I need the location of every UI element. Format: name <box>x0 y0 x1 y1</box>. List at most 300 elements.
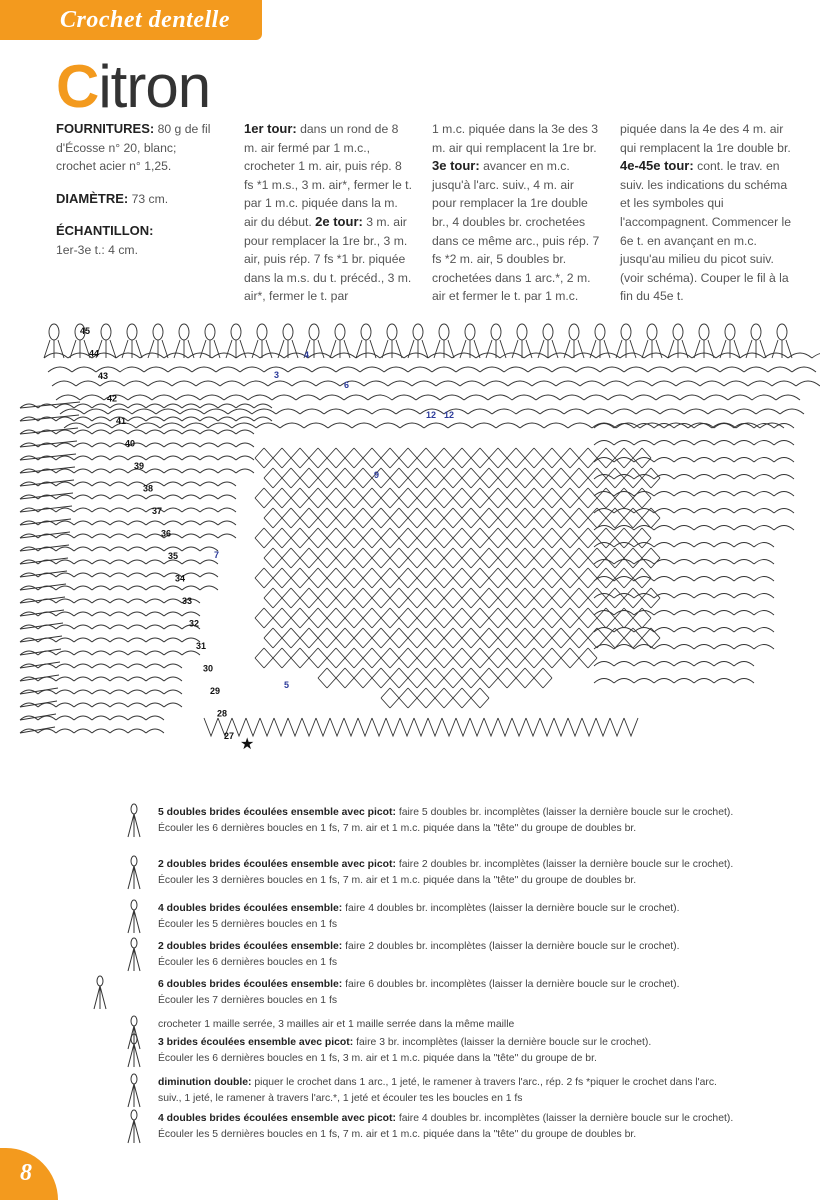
stitch-line <box>630 340 636 358</box>
mesh-line <box>282 618 291 628</box>
mesh-line <box>588 638 597 648</box>
mesh-line <box>642 448 651 458</box>
picot-loop <box>231 324 241 340</box>
mesh-line <box>516 518 525 528</box>
mesh-line <box>426 538 435 548</box>
mesh-line <box>336 538 345 548</box>
mesh-line <box>273 648 282 658</box>
mesh-line <box>534 588 543 598</box>
row-number-label: 37 <box>152 506 163 516</box>
mesh-line <box>543 458 552 468</box>
mesh-line <box>597 578 606 588</box>
mesh-line <box>552 528 561 538</box>
mesh-line <box>561 528 570 538</box>
mesh-line <box>606 578 615 588</box>
mesh-line <box>534 648 543 658</box>
mesh-line <box>453 628 462 638</box>
mesh-line <box>264 558 273 568</box>
mesh-line <box>327 468 336 478</box>
mesh-line <box>345 658 354 668</box>
mesh-line <box>327 608 336 618</box>
mesh-line <box>381 628 390 638</box>
mesh-line <box>381 518 390 528</box>
mesh-line <box>435 458 444 468</box>
mesh-line <box>300 498 309 508</box>
mesh-line <box>561 538 570 548</box>
mesh-line <box>381 688 390 698</box>
mesh-line <box>570 468 579 478</box>
mesh-line <box>561 618 570 628</box>
mesh-line <box>561 518 570 528</box>
mesh-line <box>291 578 300 588</box>
mesh-line <box>300 518 309 528</box>
mesh-line <box>417 648 426 658</box>
mesh-line <box>390 468 399 478</box>
mesh-line <box>363 448 372 458</box>
mesh-line <box>417 578 426 588</box>
mesh-line <box>642 498 651 508</box>
legend-text: 6 doubles brides écoulées ensemble: faire 6 doubles br. incomplètes (laisser la dernière boucle sur le crochet). Écouler les 7 dernières boucles en 1 fs <box>158 979 680 1006</box>
mesh-line <box>498 488 507 498</box>
mesh-line <box>489 488 498 498</box>
mesh-line <box>336 598 345 608</box>
mesh-line <box>552 628 561 638</box>
mesh-line <box>552 548 561 558</box>
mesh-line <box>507 678 516 688</box>
mesh-line <box>318 628 327 638</box>
mesh-line <box>543 558 552 568</box>
mesh-line <box>561 478 570 488</box>
mesh-line <box>597 608 606 618</box>
mesh-line <box>543 648 552 658</box>
mesh-line <box>543 658 552 668</box>
mesh-line <box>381 478 390 488</box>
mesh-line <box>471 588 480 598</box>
mesh-line <box>489 598 498 608</box>
mesh-line <box>399 548 408 558</box>
row-number-label: 36 <box>161 528 172 539</box>
tour1-label: 1er tour: <box>244 121 297 136</box>
mesh-line <box>453 498 462 508</box>
mesh-line <box>354 558 363 568</box>
mesh-line <box>363 658 372 668</box>
mesh-line <box>435 548 444 558</box>
mesh-line <box>426 458 435 468</box>
stitch-line <box>408 340 414 358</box>
mesh-line <box>318 678 327 688</box>
chain-arc-row <box>594 611 774 616</box>
mesh-line <box>579 488 588 498</box>
mesh-line <box>462 478 471 488</box>
mesh-line <box>318 458 327 468</box>
mesh-line <box>327 638 336 648</box>
mesh-line <box>444 638 453 648</box>
mesh-line <box>507 628 516 638</box>
mesh-line <box>327 528 336 538</box>
mesh-line <box>453 488 462 498</box>
mesh-line <box>597 598 606 608</box>
mesh-line <box>336 678 345 688</box>
mesh-line <box>282 648 291 658</box>
mesh-line <box>516 558 525 568</box>
mesh-line <box>462 448 471 458</box>
mesh-line <box>462 648 471 658</box>
instructions-column-3 <box>620 120 792 306</box>
mesh-line <box>462 608 471 618</box>
mesh-line <box>408 628 417 638</box>
mesh-line <box>399 468 408 478</box>
mesh-line <box>372 638 381 648</box>
mesh-line <box>435 658 444 668</box>
mesh-line <box>435 598 444 608</box>
crochet-symbol-icon <box>122 1109 162 1149</box>
mesh-line <box>561 458 570 468</box>
mesh-line <box>273 528 282 538</box>
mesh-line <box>372 658 381 668</box>
mesh-line <box>507 608 516 618</box>
mesh-line <box>471 478 480 488</box>
mesh-line <box>363 558 372 568</box>
mesh-line <box>300 538 309 548</box>
stitch-line <box>682 340 688 358</box>
mesh-line <box>534 578 543 588</box>
mesh-line <box>651 638 660 648</box>
mesh-line <box>354 538 363 548</box>
tour2-label: 2e tour: <box>315 213 363 229</box>
mesh-line <box>570 448 579 458</box>
crochet-symbol-icon <box>122 1033 162 1073</box>
mesh-line <box>309 538 318 548</box>
mesh-line <box>579 458 588 468</box>
mesh-line <box>318 608 327 618</box>
mesh-line <box>372 668 381 678</box>
mesh-line <box>588 468 597 478</box>
mesh-line <box>390 548 399 558</box>
chain-arc-row <box>594 492 794 497</box>
mesh-line <box>336 628 345 638</box>
mesh-line <box>651 598 660 608</box>
mesh-line <box>516 568 525 578</box>
mesh-line <box>570 558 579 568</box>
mesh-line <box>651 478 660 488</box>
mesh-line <box>426 488 435 498</box>
legend-text: 2 doubles brides écoulées ensemble: faire 2 doubles br. incomplètes (laisser la dernière boucle sur le crochet). Écouler les 6 dernières boucles en 1 fs <box>158 941 680 968</box>
mesh-line <box>318 578 327 588</box>
mesh-line <box>417 468 426 478</box>
mesh-line <box>525 548 534 558</box>
picot-loop <box>569 324 579 340</box>
mesh-line <box>300 468 309 478</box>
mesh-line <box>417 538 426 548</box>
mesh-line <box>525 568 534 578</box>
mesh-line <box>480 558 489 568</box>
mesh-line <box>570 618 579 628</box>
mesh-line <box>282 638 291 648</box>
mesh-line <box>588 518 597 528</box>
mesh-line <box>516 478 525 488</box>
mesh-line <box>345 508 354 518</box>
mesh-line <box>291 618 300 628</box>
mesh-line <box>579 638 588 648</box>
mesh-line <box>309 548 318 558</box>
mesh-line <box>507 478 516 488</box>
chain-arc-row <box>594 509 794 514</box>
round-count-label: 3 <box>274 370 280 380</box>
mesh-line <box>498 448 507 458</box>
mesh-line <box>345 608 354 618</box>
mesh-line <box>498 508 507 518</box>
mesh-line <box>372 448 381 458</box>
mesh-line <box>345 448 354 458</box>
chain-arc-row <box>20 586 218 590</box>
mesh-line <box>498 578 507 588</box>
mesh-line <box>543 508 552 518</box>
mesh-line <box>453 638 462 648</box>
mesh-line <box>651 548 660 558</box>
mesh-line <box>444 618 453 628</box>
mesh-line <box>444 648 453 658</box>
mesh-line <box>309 618 318 628</box>
section-title: Crochet dentelle <box>60 7 230 33</box>
mesh-line <box>498 568 507 578</box>
mesh-line <box>426 698 435 708</box>
mesh-line <box>480 688 489 698</box>
mesh-line <box>282 558 291 568</box>
mesh-line <box>318 498 327 508</box>
legend-term: 3 brides écoulées ensemble avec picot: <box>158 1037 357 1048</box>
mesh-line <box>300 628 309 638</box>
mesh-line <box>435 488 444 498</box>
page-number-badge <box>0 1148 58 1200</box>
mesh-line <box>327 668 336 678</box>
mesh-line <box>255 528 264 538</box>
stitch-line <box>20 480 74 486</box>
mesh-line <box>291 608 300 618</box>
mesh-line <box>273 478 282 488</box>
mesh-line <box>534 538 543 548</box>
mesh-line <box>291 498 300 508</box>
instructions-column-1 <box>244 120 414 306</box>
mesh-line <box>453 678 462 688</box>
legend-text: 4 doubles brides écoulées ensemble avec picot: faire 4 doubles br. incomplètes (laisser la dernière boucle sur le crochet). Écouler les 5 dernières boucles en 1 fs, 7 m. air et 1 m.c. piquée dans la "tête" du groupe de doubles br. <box>158 1113 734 1140</box>
mesh-line <box>264 448 273 458</box>
mesh-line <box>579 658 588 668</box>
mesh-line <box>498 598 507 608</box>
mesh-line <box>372 458 381 468</box>
mesh-line <box>255 618 264 628</box>
mesh-line <box>570 538 579 548</box>
mesh-line <box>300 638 309 648</box>
mesh-line <box>525 458 534 468</box>
mesh-line <box>606 478 615 488</box>
mesh-line <box>543 588 552 598</box>
mesh-line <box>282 588 291 598</box>
mesh-line <box>381 608 390 618</box>
mesh-line <box>498 538 507 548</box>
mesh-line <box>507 588 516 598</box>
mesh-line <box>489 568 498 578</box>
picot-loop <box>361 324 371 340</box>
mesh-line <box>363 508 372 518</box>
row-number-label: 44 <box>89 348 100 359</box>
round-count-label: 9 <box>374 470 380 480</box>
mesh-line <box>309 588 318 598</box>
stitch-line <box>148 340 154 358</box>
mesh-line <box>264 528 273 538</box>
mesh-line <box>399 648 408 658</box>
mesh-line <box>579 478 588 488</box>
mesh-line <box>570 478 579 488</box>
mesh-line <box>543 528 552 538</box>
mesh-line <box>381 648 390 658</box>
stitch-line <box>694 340 700 358</box>
mesh-line <box>561 498 570 508</box>
mesh-line <box>579 528 588 538</box>
mesh-line <box>462 668 471 678</box>
tour1-text: dans un rond de 8 m. air fermé par 1 m.c., crocheter 1 m. air, puis rép. 8 fs *1 m.s., 3 m. air*, fermer le t. par 1 m.c. piquée dans la m. air du début. <box>244 122 412 229</box>
instructions-column-2 <box>432 120 600 306</box>
mesh-line <box>426 598 435 608</box>
bottom-edge <box>204 718 638 736</box>
stitch-line <box>538 340 544 358</box>
mesh-line <box>633 558 642 568</box>
mesh-line <box>327 678 336 688</box>
mesh-line <box>444 628 453 638</box>
picot-loop <box>725 324 735 340</box>
mesh-line <box>588 648 597 658</box>
mesh-line <box>381 578 390 588</box>
mesh-line <box>471 528 480 538</box>
mesh-line <box>642 628 651 638</box>
mesh-line <box>435 638 444 648</box>
mesh-line <box>255 458 264 468</box>
mesh-line <box>597 498 606 508</box>
mesh-line <box>507 508 516 518</box>
round-count-label: 7 <box>214 550 220 560</box>
mesh-line <box>462 548 471 558</box>
legend-term: 6 doubles brides écoulées ensemble: <box>158 979 346 990</box>
mesh-line <box>588 498 597 508</box>
mesh-line <box>336 478 345 488</box>
mesh-line <box>426 688 435 698</box>
mesh-line <box>300 648 309 658</box>
mesh-line <box>498 618 507 628</box>
chain-arc-row <box>594 458 794 463</box>
mesh-line <box>462 528 471 538</box>
mesh-line <box>399 598 408 608</box>
mesh-line <box>264 608 273 618</box>
mesh-line <box>561 588 570 598</box>
mesh-line <box>309 488 318 498</box>
mesh-line <box>552 518 561 528</box>
row-number-label: 27 <box>224 731 235 741</box>
row-number-label: 41 <box>116 416 127 426</box>
mesh-line <box>264 468 273 478</box>
mesh-line <box>471 628 480 638</box>
mesh-line <box>273 658 282 668</box>
stitch-line <box>20 506 72 512</box>
mesh-line <box>624 548 633 558</box>
mesh-line <box>282 488 291 498</box>
mesh-line <box>318 518 327 528</box>
crochet-symbol-icon <box>122 1073 162 1113</box>
mesh-line <box>318 508 327 518</box>
mesh-line <box>444 468 453 478</box>
mesh-line <box>435 538 444 548</box>
mesh-line <box>345 468 354 478</box>
mesh-line <box>633 608 642 618</box>
stitch-line <box>604 340 610 358</box>
picot-loop <box>309 324 319 340</box>
mesh-line <box>273 578 282 588</box>
mesh-line <box>345 478 354 488</box>
mesh-line <box>462 508 471 518</box>
mesh-line <box>381 468 390 478</box>
mesh-line <box>408 638 417 648</box>
mesh-line <box>588 608 597 618</box>
mesh-line <box>444 458 453 468</box>
mesh-line <box>624 598 633 608</box>
picot-loop <box>335 324 345 340</box>
mesh-line <box>426 578 435 588</box>
mesh-line <box>615 598 624 608</box>
mesh-line <box>354 618 363 628</box>
mesh-line <box>255 608 264 618</box>
mesh-line <box>273 638 282 648</box>
mesh-line <box>372 538 381 548</box>
mesh-line <box>507 498 516 508</box>
mesh-line <box>363 528 372 538</box>
picot-loop <box>491 324 501 340</box>
mesh-line <box>480 518 489 528</box>
mesh-line <box>507 458 516 468</box>
mesh-line <box>408 648 417 658</box>
mesh-line <box>381 498 390 508</box>
mesh-line <box>597 468 606 478</box>
mesh-line <box>300 558 309 568</box>
mesh-line <box>381 558 390 568</box>
mesh-line <box>552 638 561 648</box>
mesh-line <box>498 458 507 468</box>
mesh-line <box>525 648 534 658</box>
mesh-line <box>309 528 318 538</box>
mesh-line <box>426 548 435 558</box>
mesh-line <box>381 448 390 458</box>
mesh-line <box>381 588 390 598</box>
mesh-line <box>534 558 543 568</box>
mesh-line <box>408 698 417 708</box>
mesh-line <box>507 648 516 658</box>
mesh-line <box>642 458 651 468</box>
mesh-line <box>435 608 444 618</box>
mesh-line <box>264 458 273 468</box>
mesh-line <box>543 518 552 528</box>
mesh-line <box>561 608 570 618</box>
mesh-line <box>291 508 300 518</box>
mesh-line <box>399 668 408 678</box>
mesh-line <box>336 548 345 558</box>
mesh-line <box>516 498 525 508</box>
mesh-line <box>282 578 291 588</box>
mesh-line <box>543 678 552 688</box>
mesh-line <box>552 648 561 658</box>
mesh-line <box>381 568 390 578</box>
mesh-line <box>597 448 606 458</box>
mesh-line <box>444 578 453 588</box>
mesh-line <box>264 588 273 598</box>
mesh-line <box>417 638 426 648</box>
mesh-line <box>480 618 489 628</box>
